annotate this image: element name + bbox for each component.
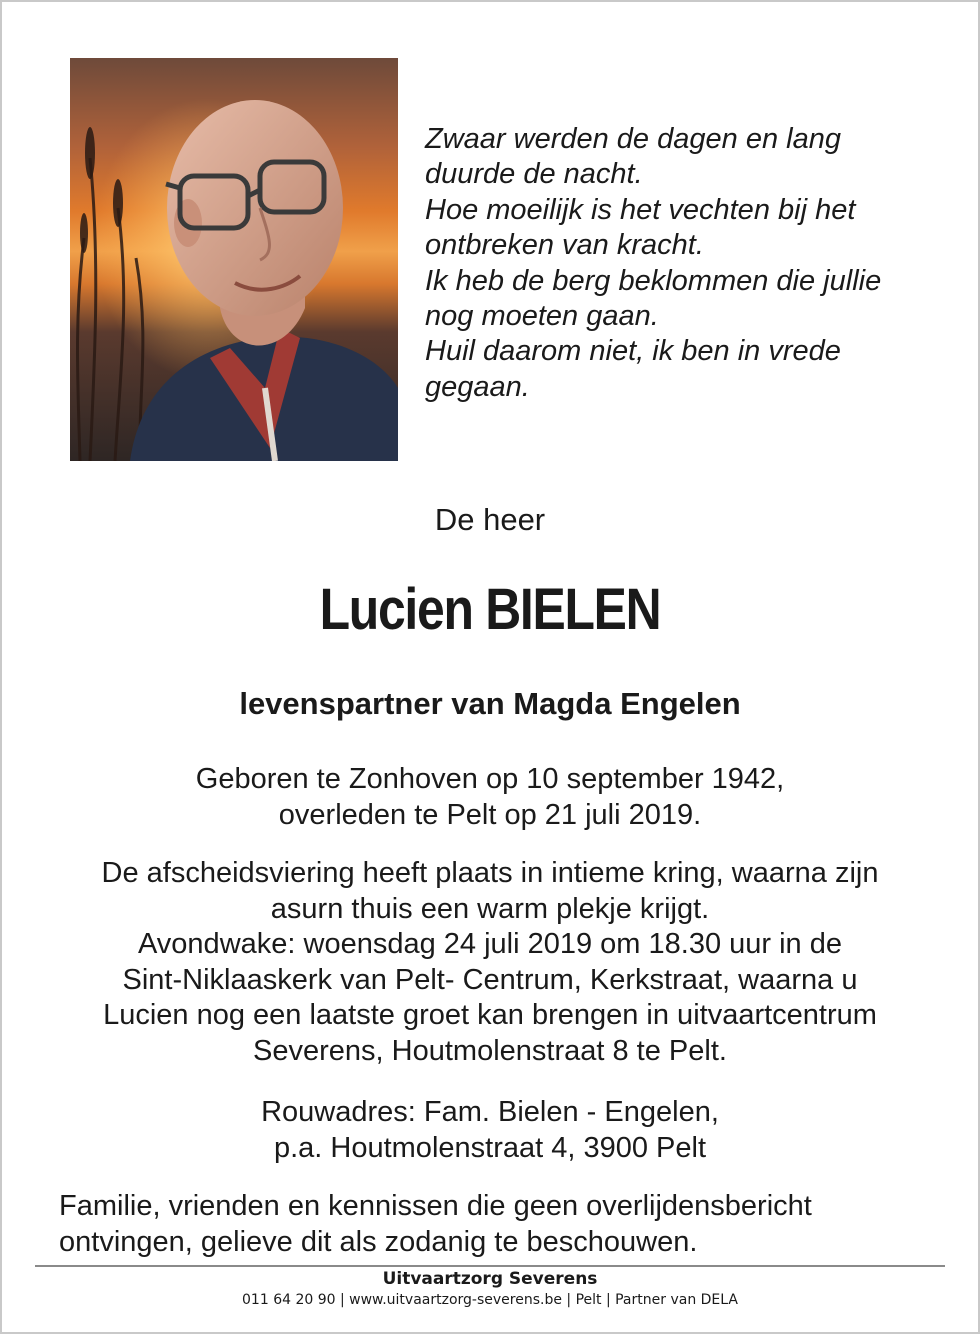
ceremony-line: Severens, Houtmolenstraat 8 te Pelt.: [253, 1034, 727, 1067]
footer-divider: [35, 1265, 945, 1267]
address-line-2: p.a. Houtmolenstraat 4, 3900 Pelt: [273, 1132, 707, 1164]
life-dates: [40, 761, 940, 833]
ceremony-line: Avondwake: woensdag 24 juli 2019 om 18.30 uur in de: [137, 928, 842, 961]
title-prefix: De heer: [434, 502, 546, 537]
birth-line: Geboren te Zonhoven op 10 september 1942,: [195, 763, 785, 795]
portrait-photo: [70, 58, 398, 461]
ceremony-line: Sint-Niklaaskerk van Pelt- Centrum, Kerkstraat, waarna u: [122, 963, 858, 996]
ceremony-line: De afscheidsviering heeft plaats in intieme kring, waarna zijn: [101, 857, 879, 889]
funeral-company-name: Uitvaartzorg Severens: [382, 1269, 598, 1289]
ceremony-info: [40, 856, 940, 1070]
partner-line: levenspartner van Magda Engelen: [239, 686, 741, 721]
poem-line: Zwaar werden de dagen en lang: [425, 123, 841, 155]
poem-line: Ik heb de berg beklommen die jullie: [425, 264, 882, 297]
ceremony-line: asurn thuis een warm plekje krijgt.: [270, 892, 710, 925]
death-line: overleden te Pelt op 21 juli 2019.: [278, 799, 702, 831]
poem: [425, 122, 945, 405]
poem-line: gegaan.: [425, 370, 530, 403]
poem-line: nog moeten gaan.: [425, 300, 659, 333]
poem-line: Hoe moeilijk is het vechten bij het: [425, 193, 856, 226]
deceased-name: Lucien BIELEN: [319, 577, 661, 642]
family-notice-line-2: ontvingen, gelieve dit als zodanig te beschouwen.: [59, 1226, 698, 1258]
poem-line: duurde de nacht.: [425, 158, 643, 191]
funeral-company-info: 011 64 20 90 | www.uitvaartzorg-severens.be | Pelt | Partner van DELA: [242, 1292, 738, 1308]
poem-line: ontbreken van kracht.: [425, 229, 704, 262]
address-line-1: Rouwadres: Fam. Bielen - Engelen,: [261, 1096, 719, 1128]
mourning-address: [40, 1094, 940, 1166]
family-notice-line-1: Familie, vrienden en kennissen die geen overlijdensbericht: [59, 1190, 812, 1222]
poem-line: Huil daarom niet, ik ben in vrede: [425, 335, 841, 368]
family-notice: [59, 1188, 939, 1260]
ceremony-line: Lucien nog een laatste groet kan brengen in uitvaartcentrum: [103, 999, 877, 1032]
